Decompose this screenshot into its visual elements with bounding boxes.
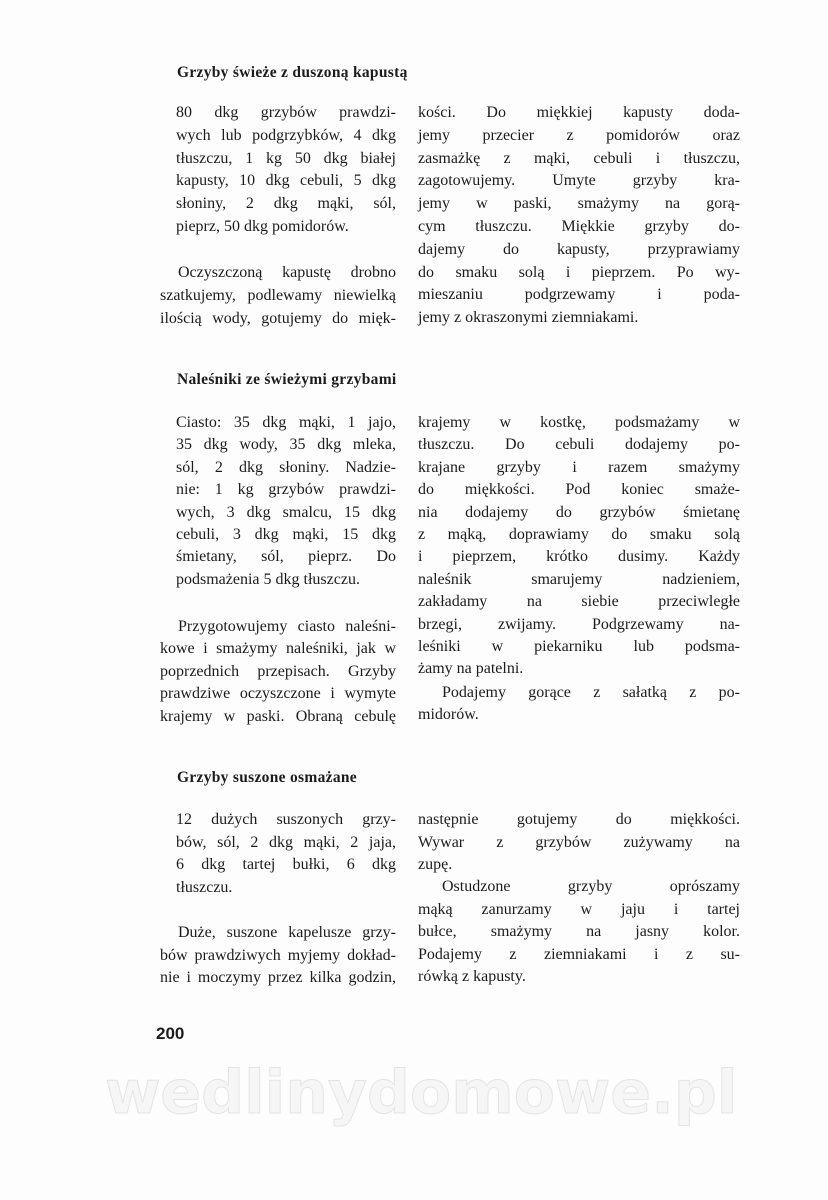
body-text-line: zagotowujemy. Umyte grzyby kra- [418,172,740,190]
section-title: Grzyby świeże z duszoną kapustą [177,64,408,81]
body-text-line: nia dodajemy do grzybów śmietanę [418,503,740,521]
body-text-line: żamy na patelni. [418,660,524,678]
ingredients-line: wych lub podgrzybków, 4 dkg [176,126,396,144]
body-text-line: tłuszczu. Do cebuli dodajemy po- [418,436,740,454]
body-text-line: kowe i smażymy naleśniki, jak w [160,640,396,658]
body-text-line: kości. Do miękkiej kapusty doda- [418,104,740,121]
ingredients-line: 12 dużych suszonych grzy- [176,811,396,828]
body-text-line: brzegi, zwijamy. Podgrzewamy na- [418,615,740,633]
body-text-line: jemy w paski, smażymy na gorą- [418,195,740,213]
body-text-line: ilością wody, gotujemy do mięk- [160,309,396,327]
ingredients-line: kapusty, 10 dkg cebuli, 5 dkg [176,172,396,190]
body-text-line: mieszaniu podgrzewamy i poda- [418,286,740,304]
body-text-line: midorów. [418,706,479,724]
body-text-line: Przygotowujemy ciasto naleśni- [178,618,396,635]
body-text-line: zupę. [418,856,453,874]
ingredients-line: sól, 2 dkg słoniny. Nadzie- [176,458,396,476]
body-text-line: następnie gotujemy do miękkości. [418,811,740,828]
body-text-line: bów prawdziwych myjemy dokład- [160,946,396,964]
body-text-line: cym tłuszczu. Miękkie grzyby do- [418,218,740,235]
ingredients-line: śmietany, sól, pieprz. Do [176,548,396,566]
body-text-line: i pieprzem, krótko dusimy. Każdy [418,548,740,566]
ingredients-line: nie: 1 kg grzybów prawdzi- [176,481,396,499]
body-text-line: Ostudzone grzyby oprószamy [442,878,740,895]
body-text-line: Wywar z grzybów zużywamy na [418,833,740,851]
ingredients-line: pieprz, 50 dkg pomidorów. [176,218,349,235]
body-text-line: krajemy w kostkę, podsmażamy w [418,414,740,431]
ingredients-line: 35 dkg wody, 35 dkg mleka, [176,436,396,454]
body-text-line: bułce, smażymy na jasny kolor. [418,923,740,941]
ingredients-line: bów, sól, 2 dkg mąki, 2 jaja, [176,833,396,851]
ingredients-line: 80 dkg grzybów prawdzi- [176,104,396,121]
ingredients-line: Ciasto: 35 dkg mąki, 1 jajo, [176,414,396,431]
section-title: Naleśniki ze świeżymi grzybami [177,371,397,388]
body-text-line: krajemy w paski. Obraną cebulę [160,707,396,725]
body-text-line: do miękkości. Pod koniec smaże- [418,481,740,499]
body-text-line: dajemy do kapusty, przyprawiamy [418,240,740,258]
body-text-line: Podajemy z ziemniakami i z su- [418,945,740,963]
body-text-line: Podajemy gorące z sałatką z po- [442,684,740,701]
ingredients-line: tłuszczu, 1 kg 50 dkg białej [176,149,396,167]
watermark: wedlinydomowe.pl [105,1058,738,1128]
ingredients-line: tłuszczu. [176,878,233,896]
body-text-line: Duże, suszone kapelusze grzy- [178,924,396,941]
body-text-line: poprzednich przepisach. Grzyby [160,662,396,680]
ingredients-line: wych, 3 dkg smalcu, 15 dkg [176,503,396,521]
body-text-line: zakładamy na siebie przeciwległe [418,593,740,611]
page-number: 200 [156,1024,185,1043]
ingredients-line: cebuli, 3 dkg mąki, 15 dkg [176,526,396,543]
body-text-line: z mąką, doprawiamy do smaku solą [418,526,740,543]
body-text-line: nie i moczymy przez kilka godzin, [160,969,396,987]
ingredients-line: podsmażenia 5 dkg tłuszczu. [176,570,360,588]
body-text-line: mąką zanurzamy w jaju i tartej [418,900,740,918]
body-text-line: rówką z kapusty. [418,968,526,986]
ingredients-line: 6 dkg tartej bułki, 6 dkg [176,856,396,874]
body-text-line: krajane grzyby i razem smażymy [418,458,740,476]
body-text-line: naleśnik smarujemy nadzieniem, [418,570,740,588]
ingredients-line: słoniny, 2 dkg mąki, sól, [176,195,396,213]
section-title: Grzyby suszone osmażane [177,769,357,786]
body-text-line: leśniki w piekarniku lub podsma- [418,638,740,655]
body-text-line: Oczyszczoną kapustę drobno [178,264,396,281]
body-text-line: szatkujemy, podlewamy niewielką [160,286,396,304]
body-text-line: prawdziwe oczyszczone i wymyte [160,685,396,703]
body-text-line: jemy przecier z pomidorów oraz [418,126,740,144]
body-text-line: zasmażkę z mąki, cebuli i tłuszczu, [418,149,740,167]
body-text-line: jemy z okraszonymi ziemniakami. [418,309,639,327]
body-text-line: do smaku solą i pieprzem. Po wy- [418,263,740,281]
